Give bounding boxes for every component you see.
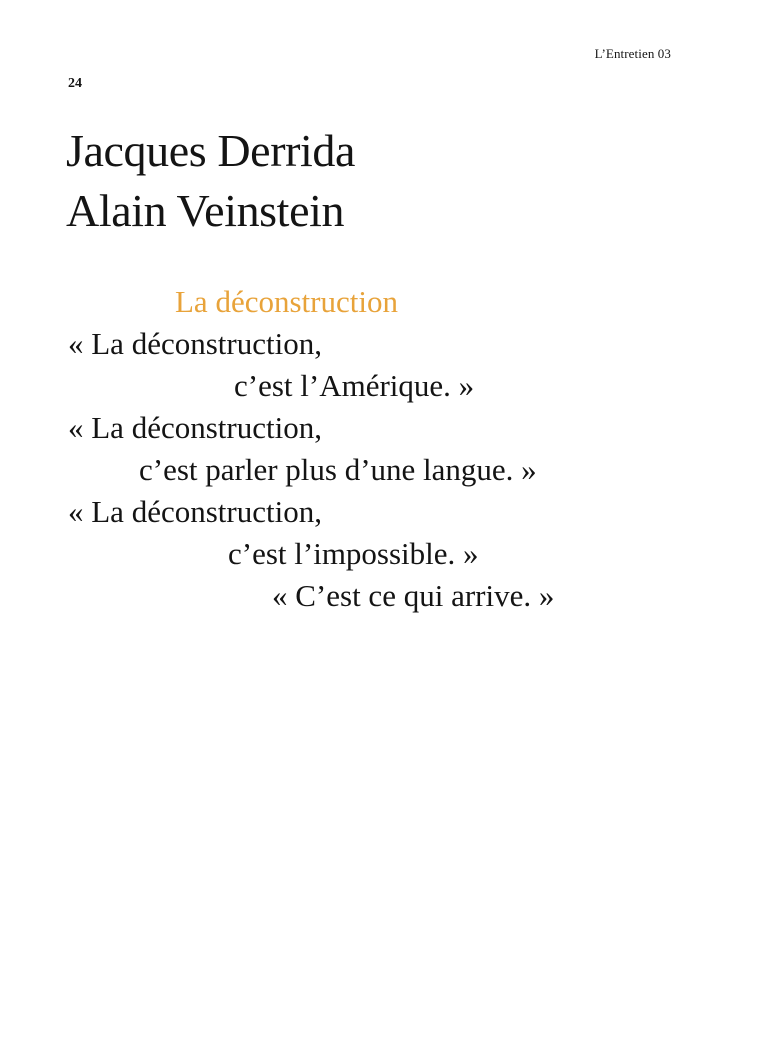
quote-line: « La déconstruction, bbox=[68, 410, 322, 445]
running-head: L’Entretien 03 bbox=[594, 46, 671, 61]
authors bbox=[66, 121, 355, 241]
quote-line: « C’est ce qui arrive. » bbox=[272, 578, 555, 613]
page-number: 24 bbox=[68, 76, 82, 91]
quote-line: c’est parler plus d’une langue. » bbox=[139, 452, 537, 487]
quote-line: « La déconstruction, bbox=[68, 494, 322, 529]
author-name: Alain Veinstein bbox=[66, 185, 345, 236]
quote-line: « La déconstruction, bbox=[68, 326, 322, 361]
quote-line: c’est l’impossible. » bbox=[228, 536, 479, 571]
quote-line: c’est l’Amérique. » bbox=[234, 368, 475, 403]
section-title: La déconstruction bbox=[175, 284, 398, 319]
author-name: Jacques Derrida bbox=[66, 125, 356, 176]
